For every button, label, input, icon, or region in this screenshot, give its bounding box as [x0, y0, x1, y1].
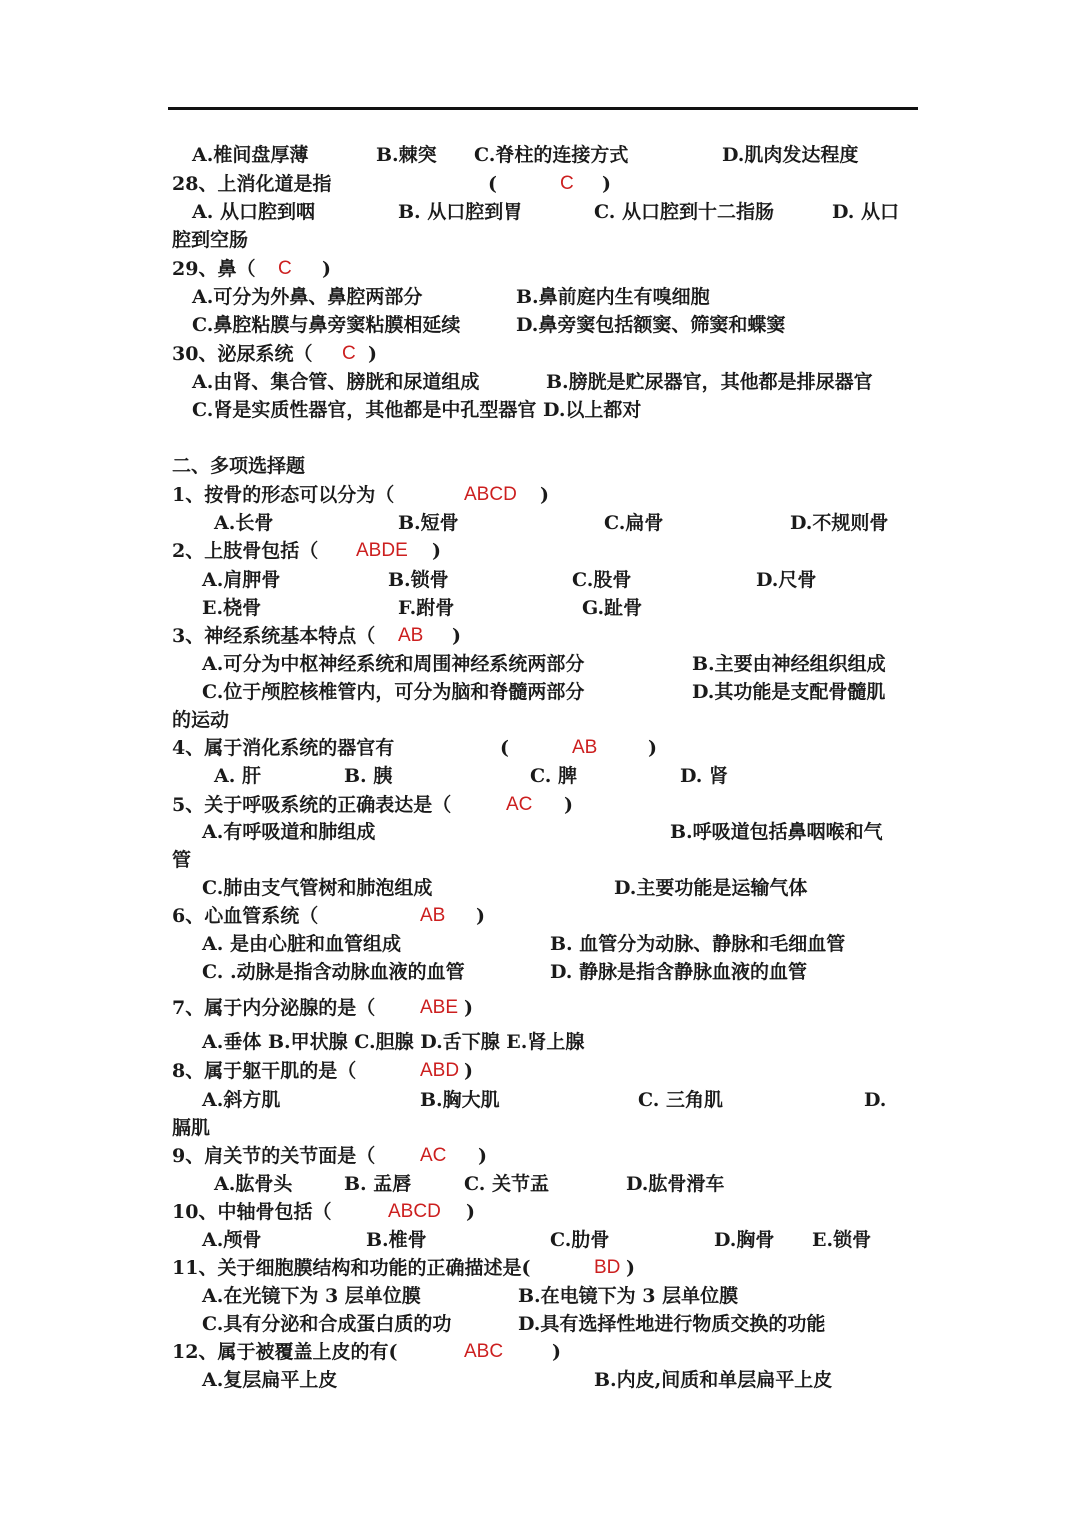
text-segment: ) [540, 484, 549, 506]
text-segment: B.胸大肌 [420, 1089, 500, 1111]
text-segment: A.斜方肌 [202, 1089, 281, 1111]
text-segment: ) [564, 794, 573, 816]
text-segment: ) [478, 1145, 487, 1167]
text-segment: 28、上消化道是指 [172, 173, 332, 195]
text-segment: C.肺由支气管树和肺泡组成 [202, 877, 433, 899]
text-segment: F.跗骨 [398, 597, 455, 619]
text-segment: 管 [172, 849, 192, 871]
text-segment: 6、心血管系统（ [172, 905, 319, 927]
answer-key: AC [420, 1145, 447, 1166]
text-segment: A.在光镜下为 3 层单位膜 [202, 1285, 421, 1307]
text-segment: B. 盂唇 [344, 1173, 412, 1195]
answer-key: ABD [420, 1060, 460, 1081]
text-segment: A.垂体 B.甲状腺 C.胆腺 D.舌下腺 E.肾上腺 [202, 1031, 585, 1053]
text-segment: B.呼吸道包括鼻咽喉和气 [670, 821, 883, 843]
text-segment: 二、多项选择题 [172, 455, 306, 477]
text-segment: B. 从口腔到胃 [398, 201, 523, 223]
answer-key: ABE [420, 997, 459, 1018]
text-segment: ) [432, 540, 441, 562]
text-segment: B.鼻前庭内生有嗅细胞 [516, 286, 710, 308]
text-segment: ) [464, 997, 473, 1019]
answer-key: ABCD [464, 484, 517, 505]
text-segment: 11、关于细胞膜结构和功能的正确描述是( [172, 1257, 531, 1279]
text-segment: B.膀胱是贮尿器官，其他都是排尿器官 [546, 371, 873, 393]
text-segment: A.长骨 [214, 512, 274, 534]
text-segment: D. 肾 [680, 765, 729, 787]
text-segment: 8、属于躯干肌的是（ [172, 1060, 357, 1082]
text-segment: C.具有分泌和合成蛋白质的功 [202, 1313, 452, 1335]
text-segment: B.短骨 [398, 512, 459, 534]
text-segment: 9、肩关节的关节面是（ [172, 1145, 376, 1167]
text-segment: D.尺骨 [756, 569, 817, 591]
text-segment: D. 从口 [832, 201, 900, 223]
text-segment: B.锁骨 [388, 569, 449, 591]
text-segment: ) [466, 1201, 475, 1223]
text-segment: ( [500, 737, 509, 759]
text-segment: 2、上肢骨包括（ [172, 540, 319, 562]
text-segment: 3、神经系统基本特点（ [172, 625, 376, 647]
text-segment: C.位于颅腔核椎管内，可分为脑和脊髓两部分 [202, 681, 585, 703]
text-segment: C.脊柱的连接方式 [474, 144, 629, 166]
answer-key: C [560, 173, 574, 194]
answer-key: C [278, 258, 292, 279]
text-segment: ) [648, 737, 657, 759]
text-segment: C.扁骨 [604, 512, 664, 534]
text-segment: 29、鼻（ [172, 258, 256, 280]
answer-key: C [342, 343, 356, 364]
text-segment: B.在电镜下为 3 层单位膜 [518, 1285, 739, 1307]
answer-key: ABC [464, 1341, 504, 1362]
text-segment: D.鼻旁窦包括额窦、筛窦和蝶窦 [516, 314, 786, 336]
text-segment: A.由肾、集合管、膀胱和尿道组成 [192, 371, 480, 393]
text-segment: D. 静脉是指含静脉血液的血管 [550, 961, 808, 983]
text-segment: ( [488, 173, 497, 195]
answer-key: AB [398, 625, 424, 646]
answer-key: BD [594, 1257, 621, 1278]
text-segment: C.鼻腔粘膜与鼻旁窦粘膜相延续 [192, 314, 461, 336]
text-segment: B. 血管分为动脉、静脉和毛细血管 [550, 933, 846, 955]
text-segment: A.颅骨 [202, 1229, 262, 1251]
text-segment: C.肋骨 [550, 1229, 610, 1251]
text-segment: D.不规则骨 [790, 512, 889, 534]
text-segment: 5、关于呼吸系统的正确表达是（ [172, 794, 452, 816]
text-segment: A.可分为中枢神经系统和周围神经系统两部分 [202, 653, 585, 675]
text-segment: A.复层扁平上皮 [202, 1369, 338, 1391]
text-segment: C. .动脉是指含动脉血液的血管 [202, 961, 465, 983]
text-segment: C. 从口腔到十二指肠 [594, 201, 775, 223]
text-segment: ) [464, 1060, 473, 1082]
text-segment: ) [452, 625, 461, 647]
text-segment: 10、中轴骨包括（ [172, 1201, 332, 1223]
text-segment: C.股骨 [572, 569, 632, 591]
text-segment: D.肌肉发达程度 [722, 144, 859, 166]
text-segment: E.桡骨 [202, 597, 262, 619]
text-segment: A. 肝 [214, 765, 261, 787]
text-segment: A.椎间盘厚薄 [192, 144, 309, 166]
text-segment: A.可分为外鼻、鼻腔两部分 [192, 286, 423, 308]
text-segment: A. 从口腔到咽 [192, 201, 315, 223]
text-segment: A.肱骨头 [214, 1173, 293, 1195]
answer-key: ABDE [356, 540, 408, 561]
text-segment: 的运动 [172, 709, 230, 731]
text-segment: D.主要功能是运输气体 [614, 877, 808, 899]
text-segment: C. 脾 [530, 765, 578, 787]
text-segment: 12、属于被覆盖上皮的有( [172, 1341, 398, 1363]
text-segment: ) [602, 173, 611, 195]
text-segment: D.胸骨 [714, 1229, 775, 1251]
text-segment: ) [368, 343, 377, 365]
text-segment: 7、属于内分泌腺的是（ [172, 997, 376, 1019]
text-segment: ) [552, 1341, 561, 1363]
text-segment: B.棘突 [376, 144, 437, 166]
text-segment: G.趾骨 [582, 597, 643, 619]
header-rule [168, 107, 918, 110]
text-segment: 1、按骨的形态可以分为（ [172, 484, 395, 506]
answer-key: AC [506, 794, 533, 815]
text-segment: C.肾是实质性器官，其他都是中孔型器官 D.以上都对 [192, 399, 642, 421]
text-segment: C. 三角肌 [638, 1089, 724, 1111]
text-segment: ) [322, 258, 331, 280]
text-segment: 膈肌 [172, 1117, 211, 1139]
text-segment: A.肩胛骨 [202, 569, 281, 591]
text-segment: 4、属于消化系统的器官有 [172, 737, 395, 759]
text-segment: D.肱骨滑车 [626, 1173, 725, 1195]
text-segment: A.有呼吸道和肺组成 [202, 821, 376, 843]
text-segment: 30、泌尿系统（ [172, 343, 313, 365]
text-segment: A. 是由心脏和血管组成 [202, 933, 401, 955]
text-segment: B. 胰 [344, 765, 393, 787]
text-segment: D.其功能是支配骨髓肌 [692, 681, 886, 703]
text-segment: D.具有选择性地进行物质交换的功能 [518, 1313, 826, 1335]
text-segment: B.椎骨 [366, 1229, 427, 1251]
text-segment: ) [626, 1257, 635, 1279]
text-segment: E.锁骨 [812, 1229, 872, 1251]
text-segment: B.内皮,间质和单层扁平上皮 [594, 1369, 833, 1391]
answer-key: AB [572, 737, 598, 758]
text-segment: D. [864, 1089, 887, 1111]
answer-key: ABCD [388, 1201, 441, 1222]
text-segment: C. 关节盂 [464, 1173, 550, 1195]
text-segment: ) [476, 905, 485, 927]
text-segment: B.主要由神经组织组成 [692, 653, 886, 675]
answer-key: AB [420, 905, 446, 926]
text-segment: 腔到空肠 [172, 229, 249, 251]
